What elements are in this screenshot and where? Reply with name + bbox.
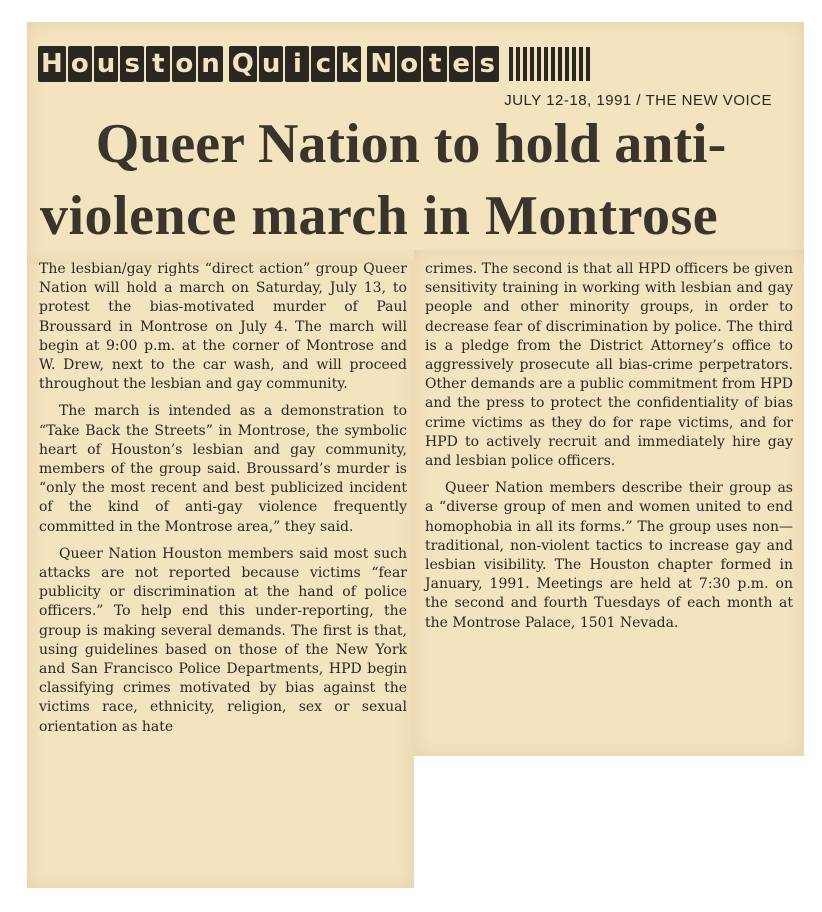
masthead-bar (509, 47, 513, 81)
masthead-letter: n (198, 46, 223, 82)
masthead-letter: u (259, 46, 284, 82)
article-paragraph: The march is intended as a demonstration to “Take Back the Streets” in Montrose, the symbolic heart of Houston’s lesbian and gay community, members of the group said. Broussard’s murder is “only the most recent and best publicized incident of the kind of anti-gay violence frequently committed in the Montrose area,” they said. (39, 403, 407, 535)
article-paragraph: Queer Nation members describe their group as a “diverse group of men and women united to end homophobia in all its forms.” The group uses non— traditional, non-violent tactics to increase gay and lesbian visibility. The Houston chapter formed in January, 1991. Meetings are held at 7:30 p.m. on the second and fourth Tuesdays of each month at the Montrose Palace, 1501 Nevada. (425, 480, 793, 631)
masthead-bar (537, 47, 541, 81)
masthead-bar (544, 47, 548, 81)
article-paragraph: Queer Nation Houston members said most such attacks are not reported because victims “fear publicity or discrimination at the hand of police officers.” To help end this under-reporting, the group is making several demands. The first is that, using guidelines based on those of the New York and San Francisco Police Departments, HPD begin classifying crimes motivated by bias against the victims race, ethnicity, religion, sex or sexual orientation as hate (39, 545, 407, 735)
masthead-letter: N (367, 46, 395, 82)
masthead-letter: u (94, 46, 119, 82)
masthead-bar (523, 47, 527, 81)
masthead-bar (572, 47, 576, 81)
article-column-left (39, 260, 407, 745)
masthead-word-quick (229, 46, 364, 82)
article-paragraph: crimes. The second is that all HPD officers be given sensitivity training in working with lesbian and gay people and other minority groups, in order to decrease fear of discrimination by police. The third is a pledge from the District Attorney’s office to aggressively prosecute all bias-crime perpetrators. Other demands are a public commitment from HPD and the press to protect the confidentiality of bias crime victims as they do for rape victims, and for HPD to actively recruit and immediately hire gay and lesbian police officers. (425, 261, 793, 470)
masthead-bar (516, 47, 520, 81)
masthead-bars (509, 47, 593, 81)
dateline: JULY 12-18, 1991 / THE NEW VOICE (504, 92, 772, 109)
masthead-letter: H (38, 46, 66, 82)
article-column-right (425, 260, 793, 641)
masthead-letter: t (423, 46, 447, 82)
masthead-bar (558, 47, 562, 81)
headline-line-2: violence march in Montrose (40, 185, 719, 247)
masthead-bar (551, 47, 555, 81)
masthead-letter: k (337, 46, 361, 82)
masthead-letter: t (146, 46, 170, 82)
masthead-bar (530, 47, 534, 81)
masthead-letter: o (172, 46, 196, 82)
masthead-letter: Q (229, 46, 257, 82)
masthead-letter: e (449, 46, 473, 82)
masthead-letter: i (285, 46, 309, 82)
masthead-word-houston (38, 46, 225, 82)
masthead (38, 44, 593, 84)
masthead-bar (579, 47, 583, 81)
masthead-bar (565, 47, 569, 81)
headline-line-1: Queer Nation to hold anti- (95, 113, 727, 175)
masthead-letter: c (311, 46, 335, 82)
masthead-letter: o (397, 46, 421, 82)
masthead-bar (586, 47, 590, 81)
masthead-letter: o (68, 46, 92, 82)
headline (40, 108, 800, 252)
article-paragraph: The lesbian/gay rights “direct action” group Queer Nation will hold a march on Saturday, July 13, to protest the bias-motivated murder of Paul Broussard in Montrose on July 4. The march will begin at 9:00 p.m. at the corner of Montrose and W. Drew, next to the car wash, and will proceed throughout the lesbian and gay community. (39, 261, 407, 393)
masthead-letter: s (120, 46, 144, 82)
masthead-letter: s (475, 46, 499, 82)
masthead-word-notes (367, 46, 501, 82)
